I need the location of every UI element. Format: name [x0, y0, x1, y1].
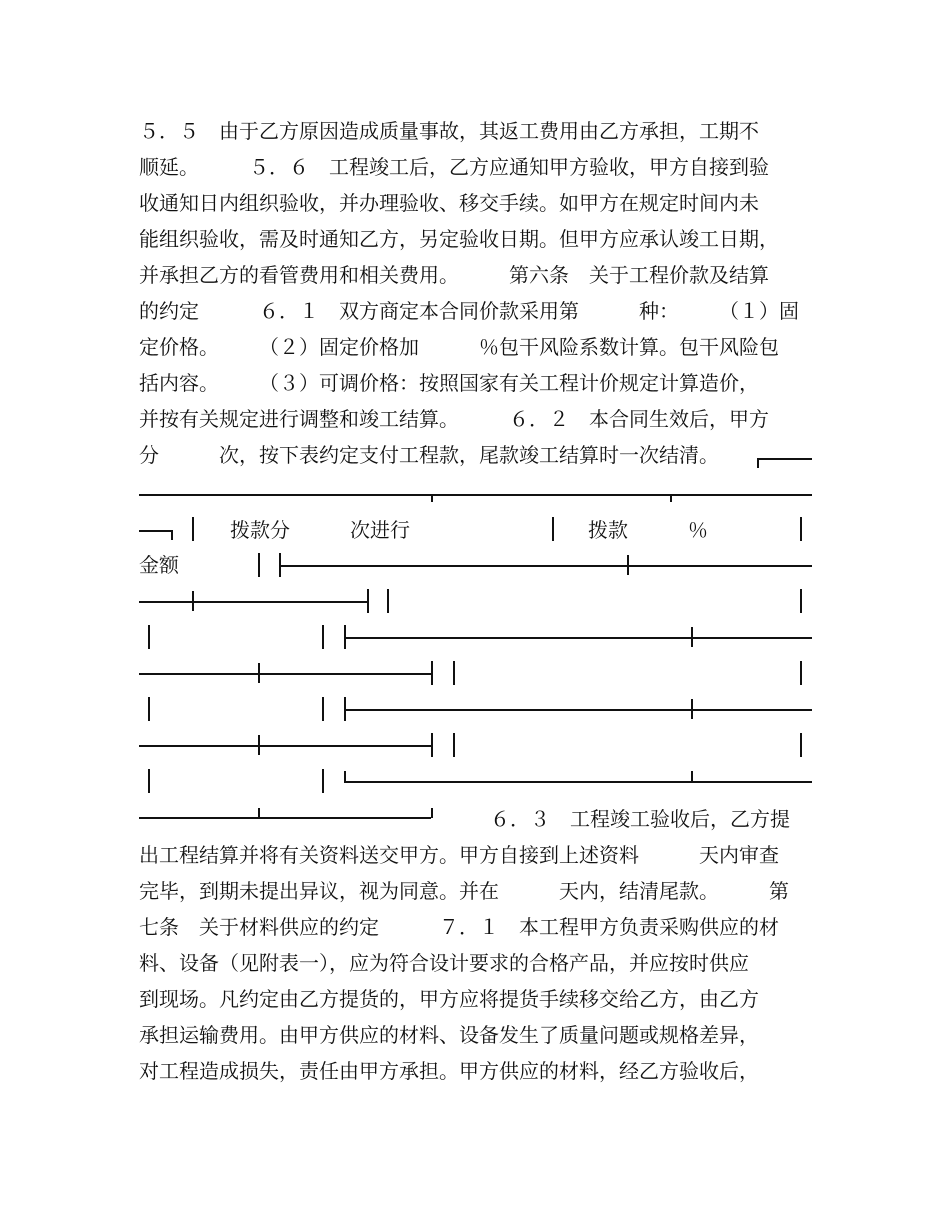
table-border	[148, 697, 150, 721]
header-col1: 拨款分 次进行	[230, 518, 410, 542]
text-line: 出工程结算并将有关资料送交甲方。甲方自接到上述资料 天内审查	[139, 843, 779, 867]
text-line: 并承担乙方的看管费用和相关费用。 第六条 关于工程价款及结算	[139, 263, 769, 287]
table-border	[192, 517, 194, 541]
table-border	[691, 627, 693, 647]
table-border	[322, 625, 324, 649]
paragraph-bottom	[139, 840, 819, 1100]
text-line: ５．５ 由于乙方原因造成质量事故，其返工费用由乙方承担，工期不	[139, 119, 759, 143]
table-border	[139, 673, 431, 675]
table-border	[322, 697, 324, 721]
table-border	[171, 530, 173, 540]
table-border	[757, 458, 812, 460]
table-border	[552, 517, 554, 541]
table-border	[627, 555, 629, 575]
table-border	[344, 781, 812, 783]
text-line: 七条 关于材料供应的约定 ７．１ 本工程甲方负责采购供应的材	[139, 915, 779, 939]
text-line: 完毕，到期未提出异议，视为同意。并在 天内，结清尾款。 第	[139, 879, 789, 903]
table-border	[139, 601, 367, 603]
table-border	[344, 709, 812, 711]
text-line: 定价格。 （２）固定价格加 ％包干风险系数计算。包干风险包	[139, 335, 779, 359]
header-col3: 金额	[139, 553, 179, 577]
text-line: 承担运输费用。由甲方供应的材料、设备发生了质量问题或规格差异，	[139, 1023, 759, 1047]
text-line: 收通知日内组织验收，并办理验收、移交手续。如甲方在规定时间内未	[139, 191, 759, 215]
table-border	[279, 565, 812, 567]
table-border	[258, 808, 260, 818]
table-border	[258, 735, 260, 755]
table-border	[367, 589, 369, 613]
text-line: 并按有关规定进行调整和竣工结算。 ６．２ 本合同生效后，甲方	[139, 407, 769, 431]
paragraph-after-table-start: ６．３ 工程竣工验收后，乙方提	[490, 807, 790, 831]
table-border	[691, 699, 693, 719]
table-border	[139, 530, 171, 532]
header-col2: 拨款 ％	[588, 518, 708, 542]
table-border	[139, 494, 812, 496]
table-border	[322, 769, 324, 793]
table-border	[800, 589, 802, 613]
table-border	[344, 637, 812, 639]
text-line: 顺延。 ５．６ 工程竣工后，乙方应通知甲方验收，甲方自接到验	[139, 155, 769, 179]
table-border	[800, 517, 802, 541]
table-border	[431, 733, 433, 757]
text-line: 对工程造成损失，责任由甲方承担。甲方供应的材料，经乙方验收后，	[139, 1059, 759, 1083]
table-border	[139, 745, 431, 747]
table-border	[453, 733, 455, 757]
text-line: 能组织验收，需及时通知乙方，另定验收日期。但甲方应承认竣工日期，	[139, 227, 779, 251]
table-border	[800, 661, 802, 685]
text-line: 分 次，按下表约定支付工程款，尾款竣工结算时一次结清。	[139, 443, 719, 467]
table-border	[453, 661, 455, 685]
table-border	[431, 808, 433, 818]
table-border	[800, 733, 802, 757]
text-line: 括内容。 （３）可调价格：按照国家有关工程计价规定计算造价，	[139, 371, 759, 395]
text-line: 的约定 ６．１ 双方商定本合同价款采用第 种： （１）固	[139, 299, 799, 323]
table-border	[258, 663, 260, 683]
table-border	[670, 494, 672, 502]
table-border	[148, 769, 150, 793]
table-border	[148, 625, 150, 649]
table-border	[258, 553, 260, 577]
table-border	[691, 771, 693, 781]
paragraph-top	[139, 116, 819, 467]
table-border	[431, 494, 433, 502]
table-border	[139, 817, 431, 819]
table-border	[431, 661, 433, 685]
table-border	[387, 589, 389, 613]
text-line: 到现场。凡约定由乙方提货的，甲方应将提货手续移交给乙方，由乙方	[139, 987, 759, 1011]
table-border	[192, 591, 194, 611]
text-line: 料、设备（见附表一），应为符合设计要求的合格产品，并应按时供应	[139, 951, 749, 975]
